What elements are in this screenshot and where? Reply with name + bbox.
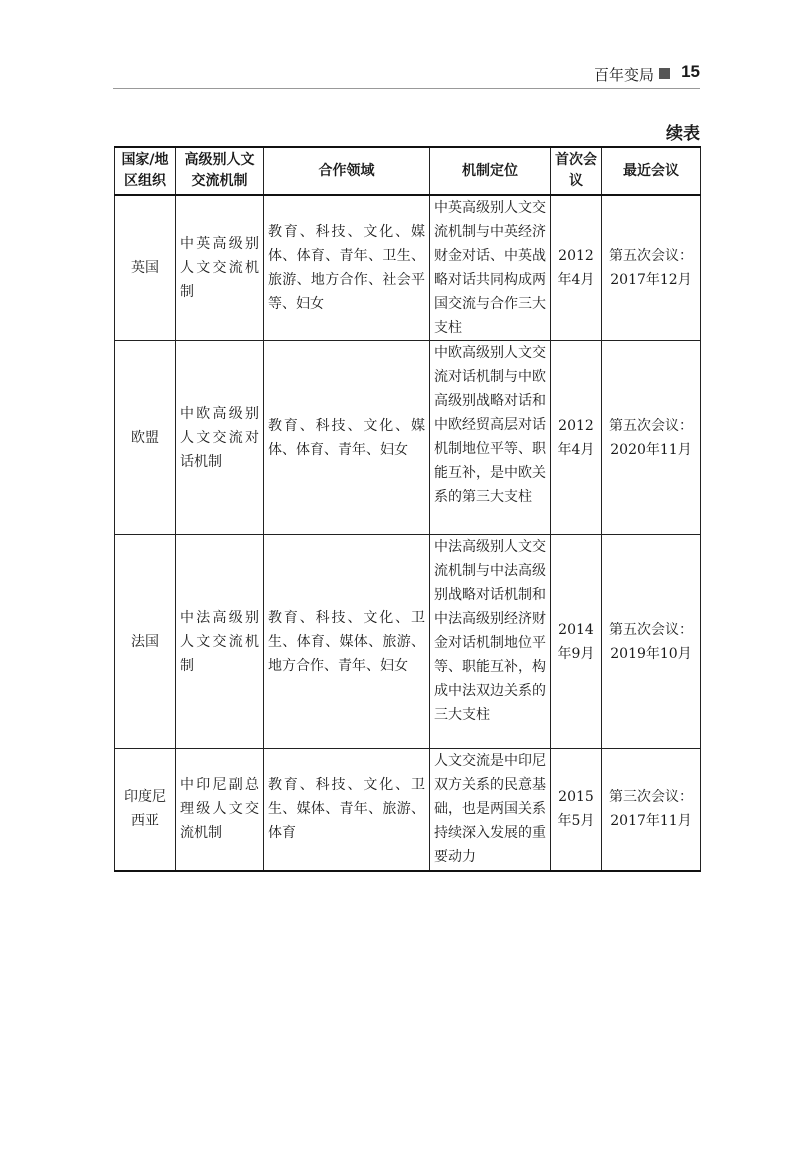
country-cell: 法国 (115, 535, 176, 749)
column-header-positioning: 机制定位 (430, 147, 551, 195)
mechanism-cell: 中英高级别人文交流机制 (176, 195, 264, 341)
book-title: 百年变局 (593, 66, 654, 84)
table-header-row (115, 147, 701, 195)
column-header-mechanism: 高级别人文交流机制 (176, 147, 264, 195)
table-row (115, 341, 701, 535)
fields-cell: 教育、科技、文化、媒体、体育、青年、妇女 (264, 341, 430, 535)
table-row (115, 749, 701, 871)
latest-meeting-cell: 第五次会议：2017年12月 (602, 195, 701, 341)
header-rule (113, 88, 700, 89)
page-number: 15 (681, 62, 700, 81)
first-meeting-cell: 2012年4月 (551, 195, 602, 341)
first-meeting-cell: 2012年4月 (551, 341, 602, 535)
column-header-first-meeting: 首次会议 (551, 147, 602, 195)
mechanism-cell: 中印尼副总理级人文交流机制 (176, 749, 264, 871)
latest-meeting-cell: 第三次会议：2017年11月 (602, 749, 701, 871)
running-header (113, 60, 700, 88)
latest-meeting-cell: 第五次会议：2019年10月 (602, 535, 701, 749)
country-cell: 欧盟 (115, 341, 176, 535)
country-cell: 印度尼西亚 (115, 749, 176, 871)
latest-meeting-cell: 第五次会议：2020年11月 (602, 341, 701, 535)
table-row (115, 535, 701, 749)
mechanism-cell: 中欧高级别人文交流对话机制 (176, 341, 264, 535)
positioning-cell: 人文交流是中印尼双方关系的民意基础，也是两国关系持续深入发展的重要动力 (430, 749, 551, 871)
positioning-cell: 中法高级别人文交流机制与中法高级别战略对话机制和中法高级别经济财金对话机制地位平等、职能互补，构成中法双边关系的三大支柱 (430, 535, 551, 749)
mechanism-table (114, 146, 701, 872)
column-header-country: 国家/地区组织 (115, 147, 176, 195)
fields-cell: 教育、科技、文化、卫生、媒体、青年、旅游、体育 (264, 749, 430, 871)
table-row (115, 195, 701, 341)
table-continued-caption: 续表 (666, 124, 700, 144)
country-cell: 英国 (115, 195, 176, 341)
fields-cell: 教育、科技、文化、卫生、体育、媒体、旅游、地方合作、青年、妇女 (264, 535, 430, 749)
square-bullet-icon (659, 68, 670, 79)
column-header-latest-meeting: 最近会议 (602, 147, 701, 195)
positioning-cell: 中欧高级别人文交流对话机制与中欧高级别战略对话和中欧经贸高层对话机制地位平等、职能互补，是中欧关系的第三大支柱 (430, 341, 551, 535)
mechanism-cell: 中法高级别人文交流机制 (176, 535, 264, 749)
fields-cell: 教育、科技、文化、媒体、体育、青年、卫生、旅游、地方合作、社会平等、妇女 (264, 195, 430, 341)
first-meeting-cell: 2015年5月 (551, 749, 602, 871)
column-header-fields: 合作领域 (264, 147, 430, 195)
positioning-cell: 中英高级别人文交流机制与中英经济财金对话、中英战略对话共同构成两国交流与合作三大支柱 (430, 195, 551, 341)
first-meeting-cell: 2014年9月 (551, 535, 602, 749)
